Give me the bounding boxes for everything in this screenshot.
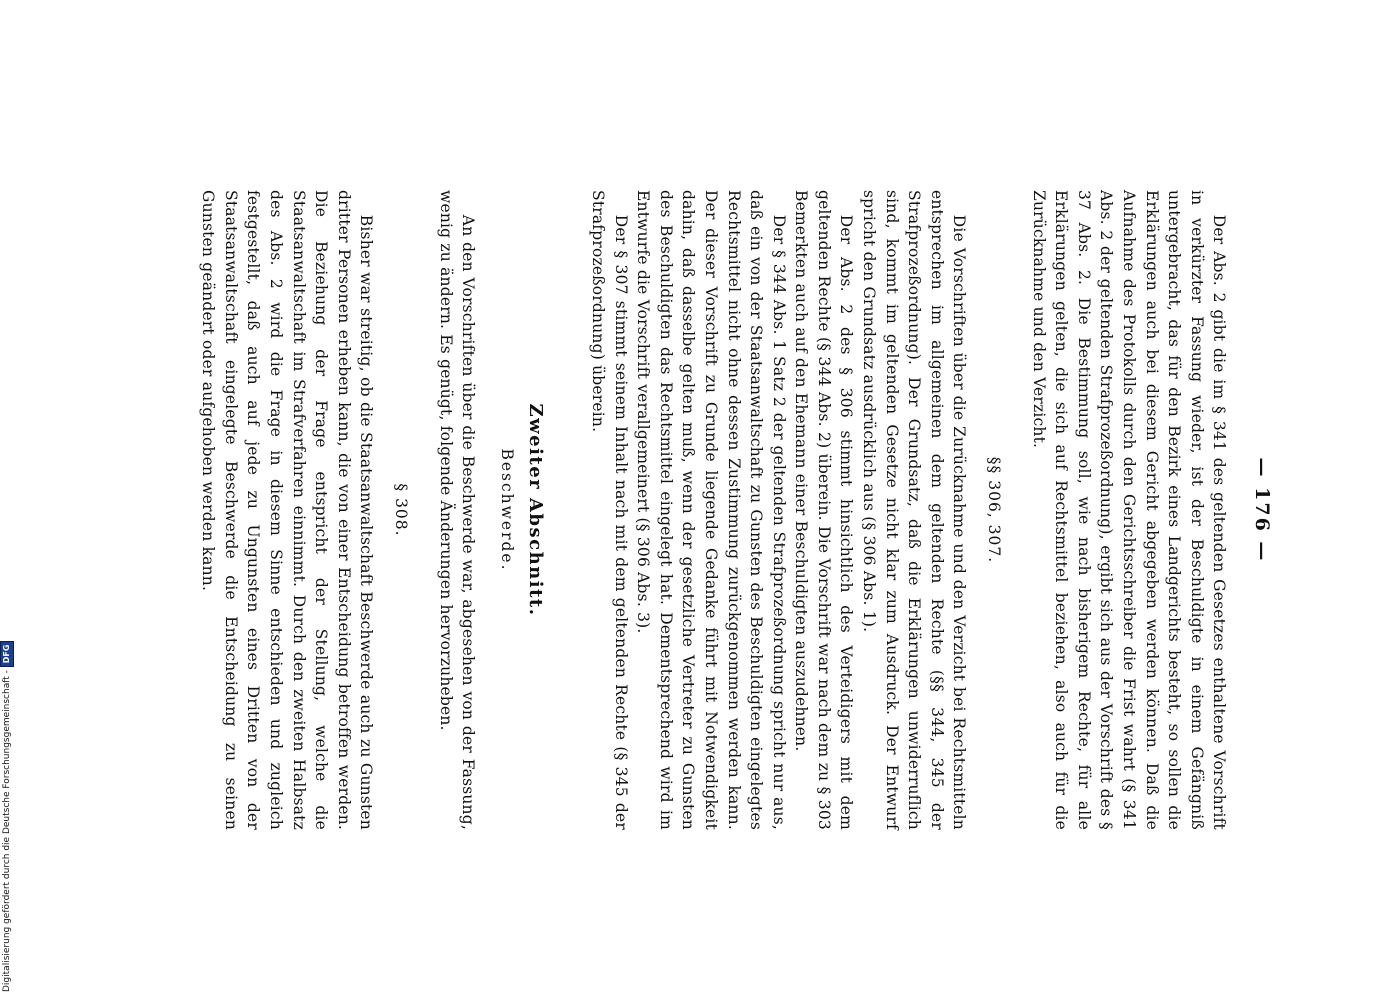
chapter-title: Zweiter Abschnitt. xyxy=(525,403,547,617)
paragraph: Der Abs. 2 des § 306 stimmt hinsichtlich des Verteidigers mit dem geltenden Rechte (§ 344 Abs. 2) überein. Die Vorschrift war nach dem zu § 303 Bemerkten auch auf den Ehemann einer Beschuldigten auszudehnen. xyxy=(792,190,856,830)
paragraph: Bisher war streitig, ob die Staatsanwaltschaft Beschwerde auch zu Gunsten dritter Personen erheben kann, die von einer Entscheidung betroffen werden. Die Beziehung der Frage entspricht der Stellung, welche die Staatsanwaltschaft im Strafverfahren einnimmt. Durch den zweiten Halbsatz des Abs. 2 wird die Frage in diesem Sinne entschieden und zugleich festgestellt, daß auch auf jede zu Ungunsten eines Dritten von der Staatsanwaltschaft eingelegte Beschwerde die Entscheidung zu seinen Gunsten geändert oder aufgehoben werden kann. xyxy=(199,190,376,830)
paragraph: Der § 344 Abs. 1 Satz 2 der geltenden Strafprozeßordnung spricht nur aus, daß ein von der Staatsanwaltschaft zu Gunsten des Beschuldigten eingelegtes Rechtsmittel nicht ohne dessen Zustimmung zurückgenommen werden kann. Der dieser Vorschrift zu Grunde liegende Gedanke führt mit Notwendigkeit dahin, daß dasselbe gelten muß, wenn der gesetzliche Vertreter zu Gunsten des Beschuldigten das Rechtsmittel eingelegt hat. Dementsprechend wird im Entwurfe die Vorschrift verallgemeinert (§ 306 Abs. 3). xyxy=(634,190,788,830)
page-number: — 176 — xyxy=(1251,457,1273,563)
paragraph: Der Abs. 2 gibt die im § 341 des geltenden Gesetzes enthaltene Vorschrift in verkürzter Fassung wieder, ist der Beschuldigte in einem Gefängniß untergebracht, das für den Bezirk eines Landgerichts besteht, so sollen die Erklärungen auch bei diesem Gericht abgegeben werden können. Daß die Aufnahme des Protokolls durch den Gerichtsschreiber die Frist wahrt (§ 341 Abs. 2 der geltenden Strafprozeßordnung), ergibt sich aus der Vorschrift des § 37 Abs. 2. Die Bestimmung soll, wie nach bisherigem Rechte, für alle Erklärungen gelten, die sich auf Rechtsmittel beziehen, also auch für die Zurücknahme und den Verzicht. xyxy=(1029,190,1229,830)
paragraph: Der § 307 stimmt seinem Inhalt nach mit dem geltenden Rechte (§ 345 der Strafprozeßordnung) überein. xyxy=(588,190,630,830)
credit-text: Digitalisierung gefördert durch die Deutsche Forschungsgemeinschaft - xyxy=(2,670,12,992)
paragraph: Die Vorschriften über die Zurücknahme und den Verzicht bei Rechtsmitteln entsprechen im allgemeinen dem geltenden Rechte (§§ 344, 345 der Strafprozeßordnung). Der Grundsatz, daß die Erklärungen unwiderruflich sind, kommt im geltenden Gesetze nicht klar zum Ausdruck. Der Entwurf spricht den Grundsatz ausdrücklich aus (§ 306 Abs. 1). xyxy=(860,190,969,830)
section-heading: §§ 306, 307. xyxy=(985,456,1004,564)
paragraph: An den Vorschriften über die Beschwerde war, abgesehen von der Fassung, wenig zu ändern. Es genügt, folgende Änderungen hervorzuheben. xyxy=(436,190,478,830)
digitization-credit xyxy=(0,0,14,1000)
document-body xyxy=(197,190,1273,830)
section-heading: § 308. xyxy=(392,483,410,537)
chapter-subtitle: Beschwerde. xyxy=(497,448,516,572)
dfg-logo: DFG xyxy=(0,641,14,668)
